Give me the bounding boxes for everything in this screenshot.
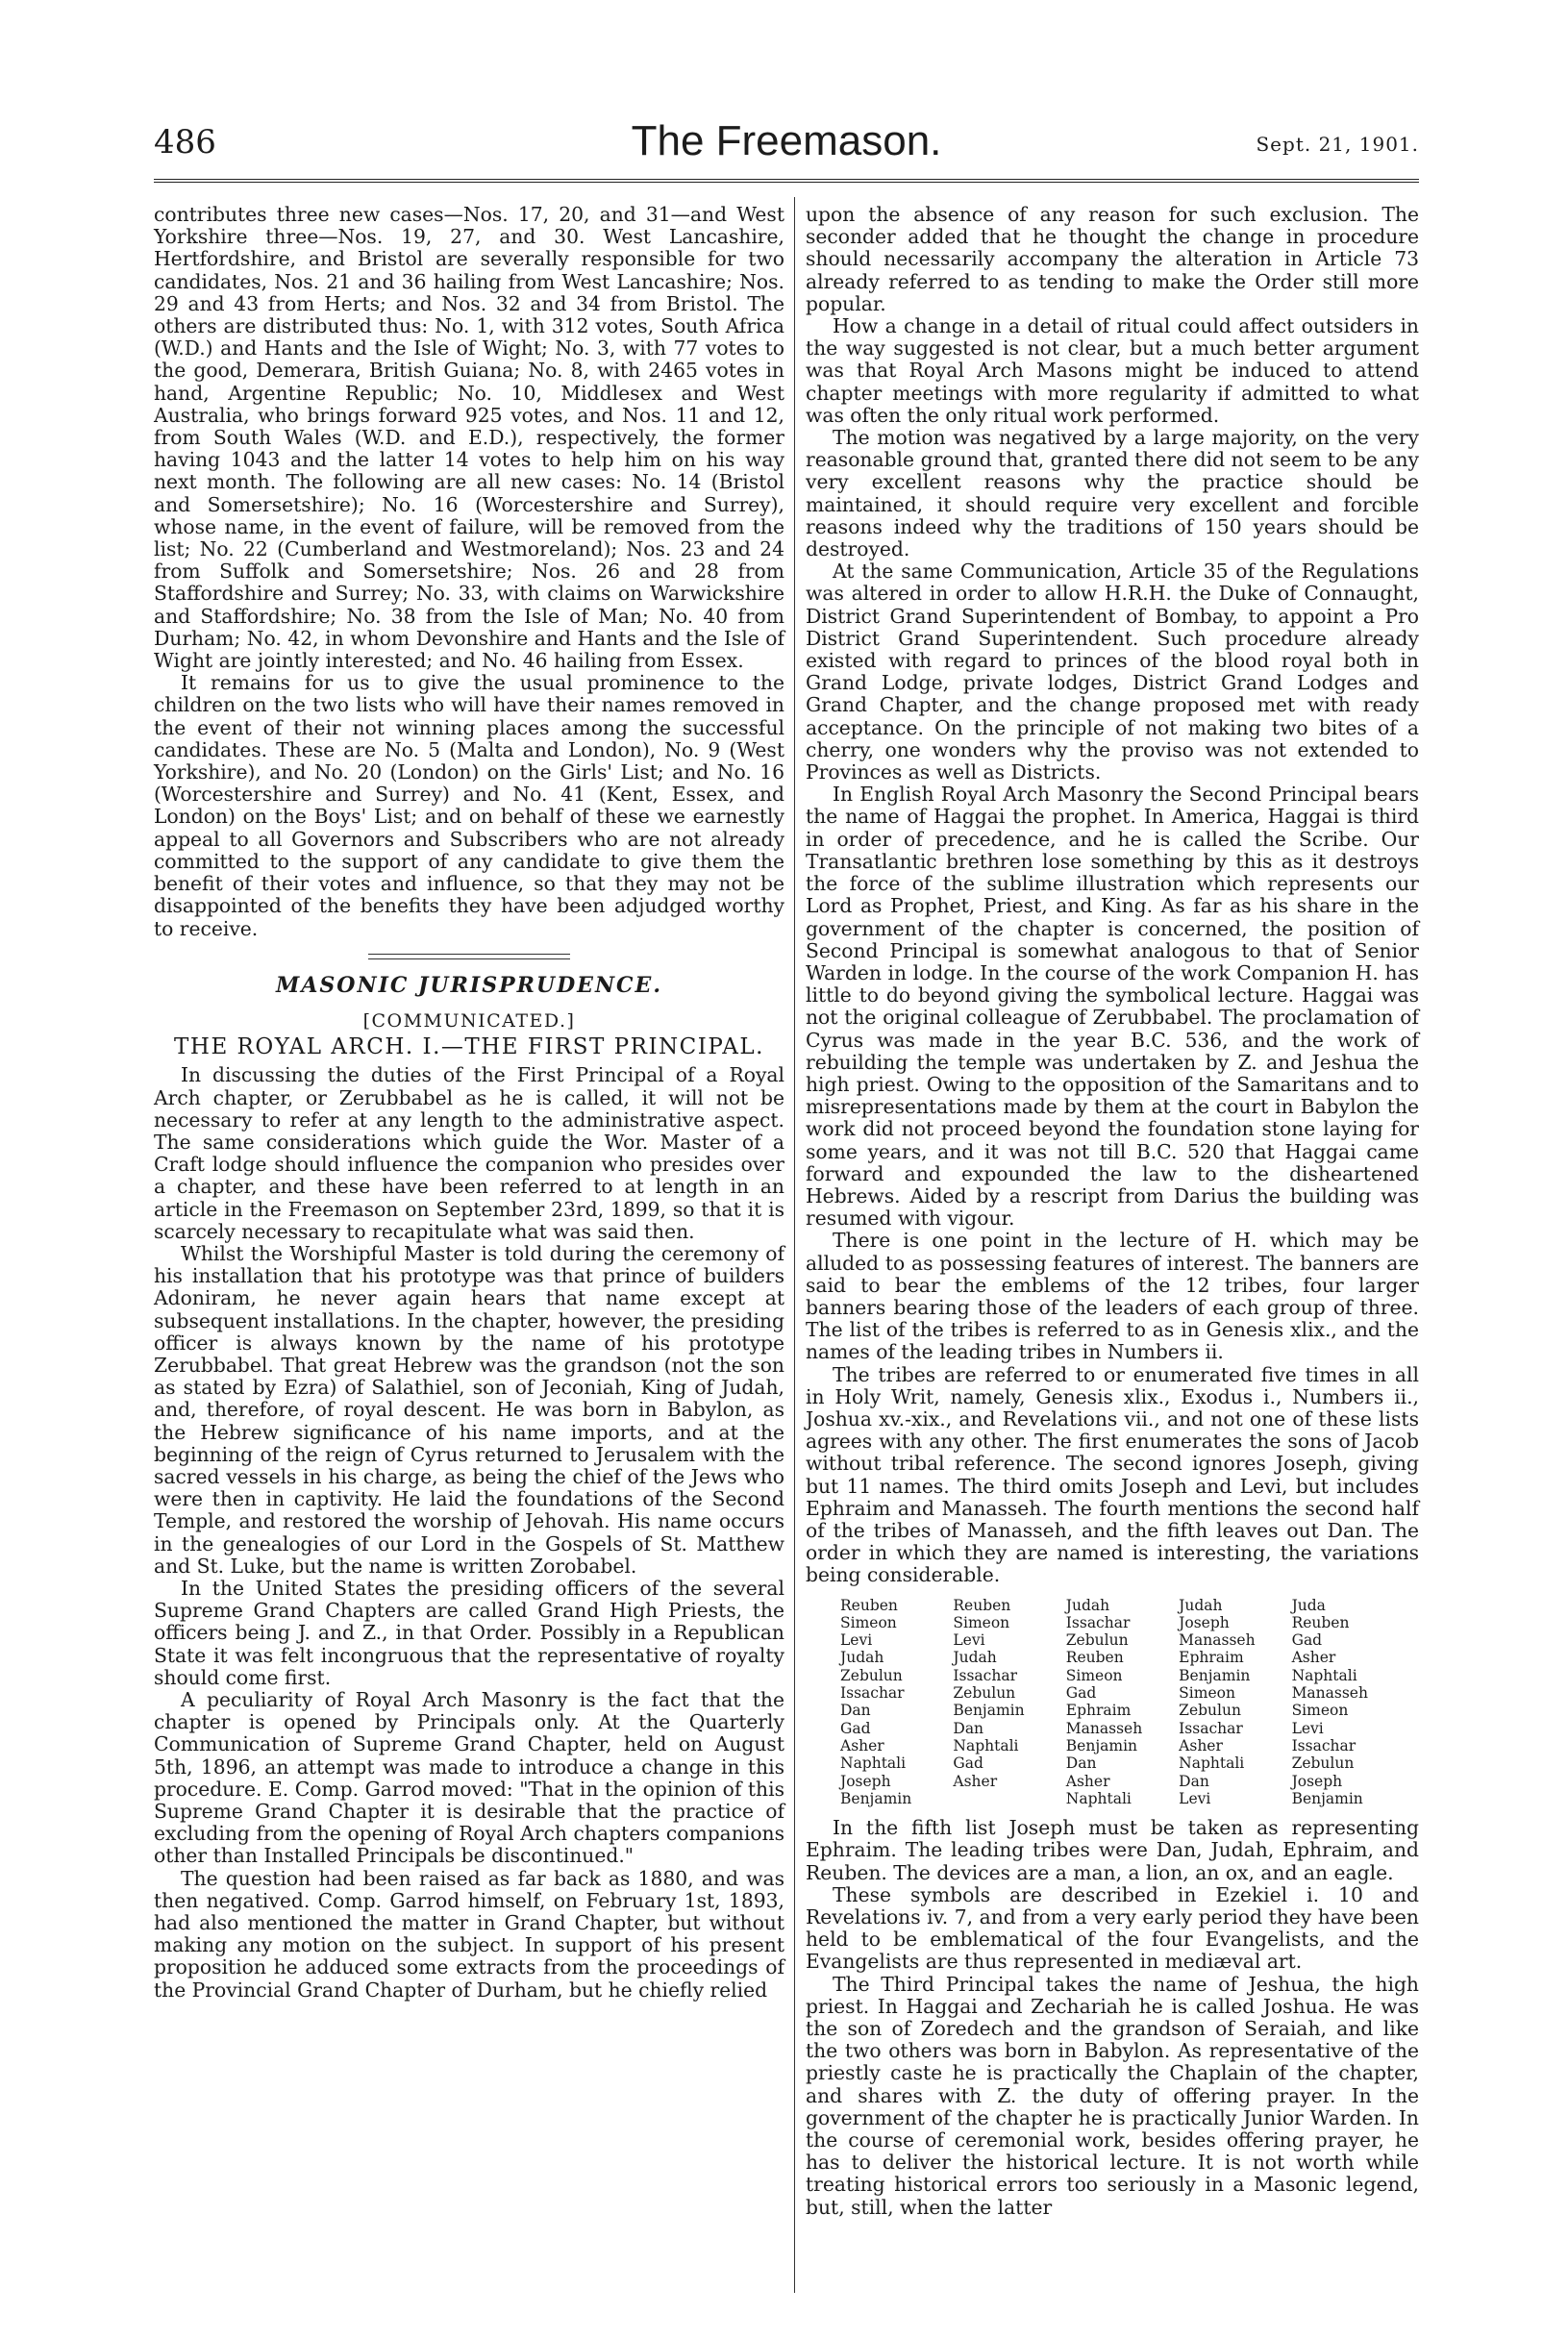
left-column [154, 204, 784, 2002]
column-divider [794, 197, 795, 2293]
table-cell [953, 1790, 1065, 1807]
table-row [840, 1667, 1405, 1684]
table-cell: Gad [1065, 1684, 1097, 1703]
table-cell: Simeon [953, 1613, 1010, 1631]
table-cell: Ephraim [1179, 1649, 1244, 1667]
table-cell: Benjamin [1065, 1736, 1138, 1754]
table-cell: Joseph [840, 1772, 891, 1790]
table-cell: Judah [840, 1649, 884, 1667]
table-cell: Levi [1291, 1719, 1324, 1737]
table-cell: Judah [1179, 1596, 1223, 1614]
table-cell: Gad [840, 1719, 871, 1737]
table-cell: Zebulun [1065, 1631, 1129, 1650]
tribes-table [840, 1597, 1405, 1808]
paragraph: The tribes are referred to or enumerated five times in all in Holy Writ, namely, Genesis xlix., Exodus i., Numbers ii., Joshua xv.-xix., and Revelations vii., and not one of these lists agrees with any other. The first enumerates the sons of Jacob without tribal reference. The second ignores Joseph, giving but 11 names. The third omits Joseph and Levi, but includes Ephraim and Manasseh. The fourth mentions the second half of the tribes of Manasseh, and the fifth leaves out Dan. The order in which they are named is interesting, the variations being considerable. [806, 1362, 1419, 1587]
table-cell: Manasseh [1179, 1631, 1256, 1650]
table-cell: Simeon [1291, 1702, 1349, 1720]
table-cell: Simeon [1179, 1684, 1235, 1703]
paragraph: At the same Communication, Article 35 of the Regulations was altered in order to allow H.R.H. the Duke of Connaught, District Grand Superintendent of Bombay, to appoint a Pro District Grand Superintendent. Such procedure already existed with regard to princes of the blood royal both in Grand Lodge, private lodges, District Grand Lodges and Grand Chapter, and the change proposed met with ready acceptance. On the principle of not making two bites of a cherry, one wonders why the proviso was not extended to Provinces as well as Districts. [806, 560, 1419, 784]
article-title: THE ROYAL ARCH. I.—THE FIRST PRINCIPAL. [174, 1034, 764, 1060]
table-row [840, 1649, 1405, 1666]
table-cell: Levi [1179, 1789, 1211, 1807]
table-cell: Dan [1179, 1772, 1209, 1790]
table-cell: Gad [1291, 1631, 1323, 1650]
table-cell: Issachar [953, 1666, 1017, 1684]
paragraph: In the fifth list Joseph must be taken as representing Ephraim. The leading tribes were Dan, Judah, Ephraim, and Reuben. The devices are a man, a lion, an ox, and an eagle. [806, 1816, 1419, 1884]
table-cell: Asher [1291, 1649, 1336, 1667]
paragraph: A peculiarity of Royal Arch Masonry is the fact that the chapter is opened by Principals only. At the Quarterly Communication of Supreme Grand Chapter, held on August 5th, 1896, an attempt was made to introduce a change in this procedure. E. Comp. Garrod moved: "That in the opinion of this Supreme Grand Chapter it is desirable that the practice of excluding from the opening of Royal Arch chapters companions other than Installed Principals be discontinued." [154, 1688, 784, 1868]
paragraph: The question had been raised as far back as 1880, and was then negatived. Comp. Garrod himself, on February 1st, 1893, had also mentioned the matter in Grand Chapter, but without making any motion on the subject. In support of his present proposition he adduced some extracts from the proceedings of the Provincial Grand Chapter of Durham, but he chiefly relied [154, 1866, 784, 2002]
table-cell: Naphtali [1291, 1666, 1357, 1684]
table-cell: Benjamin [953, 1702, 1025, 1720]
table-cell: Reuben [1065, 1649, 1124, 1667]
table-cell: Zebulun [953, 1684, 1016, 1703]
table-cell: Simeon [840, 1613, 897, 1631]
header-rule [154, 179, 1419, 183]
table-cell: Issachar [1065, 1613, 1131, 1631]
table-cell: Issachar [1291, 1736, 1356, 1754]
table-cell: Zebulun [1291, 1754, 1355, 1773]
section-rule [368, 954, 570, 955]
table-cell: Zebulun [1179, 1702, 1241, 1720]
table-cell: Joseph [1291, 1772, 1343, 1790]
page-number: 486 [154, 123, 216, 162]
table-cell: Asher [1065, 1772, 1110, 1790]
issue-date: Sept. 21, 1901. [1256, 133, 1419, 156]
table-cell: Dan [840, 1702, 871, 1720]
table-cell: Benjamin [1179, 1666, 1251, 1684]
paragraph: In discussing the duties of the First Principal of a Royal Arch chapter, or Zerubbabel as he is called, it will not be necessary to refer at any length to the administrative aspect. The same considerations which guide the Wor. Master of a Craft lodge should influence the companion who presides over a chapter, and these have been referred to at length in an article in the Freemason on September 23rd, 1899, so that it is scarcely necessary to recapitulate what was said then. [154, 1063, 784, 1243]
table-row [840, 1597, 1405, 1614]
table-cell: Juda [1291, 1596, 1326, 1614]
paragraph: The motion was negatived by a large majority, on the very reasonable ground that, granted there did not seem to be any very excellent reasons why the practice should be maintained, it should require very excellent and forcible reasons indeed why the traditions of 150 years should be destroyed. [806, 426, 1419, 561]
table-cell: Naphtali [840, 1754, 907, 1773]
section-title: MASONIC JURISPRUDENCE. [275, 972, 662, 998]
table-row [840, 1684, 1405, 1702]
table-row [840, 1790, 1405, 1807]
table-cell: Benjamin [1291, 1789, 1363, 1807]
paragraph: contributes three new cases—Nos. 17, 20, and 31—and West Yorkshire three—Nos. 19, 27, and 30. West Lancashire, Hertfordshire, and Bristol are severally responsible for two candidates, Nos. 21 and 36 hailing from West Lancashire; Nos. 29 and 43 from Herts; and Nos. 32 and 34 from Bristol. The others are distributed thus: No. 1, with 312 votes, South Africa (W.D.) and Hants and the Isle of Wight; No. 3, with 77 votes to the good, Demerara, British Guiana; No. 8, with 2465 votes in hand, Argentine Republic; No. 10, Middlesex and West Australia, who brings forward 925 votes, and Nos. 11 and 12, from South Wales (W.D. and E.D.), respectively, the former having 1043 and the latter 14 votes to help him on his way next month. The following are all new cases: No. 14 (Bristol and Somersetshire); No. 16 (Worcestershire and Surrey), whose name, in the event of failure, will be removed from the list; No. 22 (Cumberland and Westmoreland); Nos. 23 and 24 from Suffolk and Somersetshire; Nos. 26 and 28 from Staffordshire and Surrey; No. 33, with claims on Warwickshire and Staffordshire; No. 38 from the Isle of Man; No. 40 from Durham; No. 42, in whom Devonshire and Hants and the Isle of Wight are jointly interested; and No. 46 hailing from Essex. [154, 203, 784, 673]
table-cell: Asher [953, 1772, 998, 1790]
paragraph: It remains for us to give the usual prominence to the children on the two lists who will have their names removed in the event of their not winning places among the successful candidates. These are No. 5 (Malta and London), No. 9 (West Yorkshire), and No. 20 (London) on the Girls' List; and No. 16 (Worcestershire and Surrey) and No. 41 (Kent, Essex, and London) on the Boys' List; and on behalf of these we earnestly appeal to all Governors and Subscribers who are not already committed to the support of any candidate to give them the benefit of their votes and influence, so that they may not be disappointed of the benefits they have been adjudged worthy to receive. [154, 671, 784, 940]
paragraph: How a change in a detail of ritual could affect outsiders in the way suggested is not clear, but a much better argument was that Royal Arch Masons might be induced to attend chapter meetings with more regularity if admitted to what was often the only ritual work performed. [806, 314, 1419, 427]
table-cell: Issachar [1179, 1719, 1243, 1737]
paragraph: The Third Principal takes the name of Jeshua, the high priest. In Haggai and Zechariah he is called Joshua. He was the son of Zoredech and the grandson of Seraiah, and like the two others was born in Babylon. As representative of the priestly caste he is practically the Chaplain of the chapter, and shares with Z. the duty of offering prayer. In the government of the chapter he is practically Junior Warden. In the course of ceremonial work, besides offering prayer, he has to deliver the historical lecture. It is not worth while treating historical errors too seriously in a Masonic legend, but, still, when the latter [806, 1972, 1419, 2219]
table-cell: Manasseh [1065, 1719, 1143, 1737]
table-cell: Dan [1065, 1754, 1097, 1773]
table-cell: Asher [1179, 1736, 1223, 1754]
table-cell: Joseph [1179, 1613, 1230, 1631]
paragraph: Whilst the Worshipful Master is told during the ceremony of his installation that his prototype was that prince of builders Adoniram, he never again hears that name except at subsequent installations. In the chapter, however, the presiding officer is always known by the name of his prototype Zerubbabel. That great Hebrew was the grandson (not the son as stated by Ezra) of Salathiel, son of Jeconiah, King of Judah, and, therefore, of royal descent. He was born in Babylon, as the Hebrew significance of his name imports, and at the beginning of the reign of Cyrus returned to Jerusalem with the sacred vessels in his charge, as being the chief of the Jews who were then in captivity. He laid the foundations of the Second Temple, and restored the worship of Jehovah. His name occurs in the genealogies of our Lord in the Gospels of St. Matthew and St. Luke, but the name is written Zorobabel. [154, 1241, 784, 1578]
table-row [840, 1737, 1405, 1754]
table-row [840, 1631, 1405, 1649]
table-row [840, 1773, 1405, 1790]
table-cell: Judah [953, 1649, 997, 1667]
table-cell: Levi [953, 1631, 985, 1650]
paragraph: In the United States the presiding officers of the several Supreme Grand Chapters are called Grand High Priests, the officers being J. and Z., in that Order. Possibly in a Republican State it was felt incongruous that the representative of royalty should come first. [154, 1576, 784, 1689]
table-cell: Dan [953, 1719, 984, 1737]
table-cell: Ephraim [1065, 1702, 1132, 1720]
paragraph: In English Royal Arch Masonry the Second Principal bears the name of Haggai the prophet. In America, Haggai is third in order of precedence, and he is called the Scribe. Our Transatlantic brethren lose something by this as it destroys the force of the sublime illustration which represents our Lord as Prophet, Priest, and King. As far as his share in the government of the chapter is concerned, the position of Second Principal is somewhat analogous to that of Senior Warden in lodge. In the course of the work Companion H. has little to do beyond giving the symbolical lecture. Haggai was not the original colleague of Zerubbabel. The proclamation of Cyrus was made in the year B.C. 536, and the work of rebuilding the temple was undertaken by Z. and Jeshua the high priest. Owing to the opposition of the Samaritans and to misrepresentations made by them at the court in Babylon the work did not proceed beyond the foundation stone laying for some years, and it was not till B.C. 520 that Haggai came forward and expounded the law to the disheartened Hebrews. Aided by a rescript from Darius the building was resumed with vigour. [806, 783, 1419, 1231]
masthead [154, 117, 1419, 181]
table-row [840, 1614, 1405, 1631]
table-cell: Naphtali [953, 1736, 1019, 1754]
page-title: The Freemason. [631, 117, 942, 164]
table-cell: Judah [1065, 1596, 1110, 1614]
paragraph: upon the absence of any reason for such exclusion. The seconder added that he thought the change in procedure should necessarily accompany the alteration in Article 73 already referred to as tending to make the Order still more popular. [806, 203, 1419, 315]
table-cell: Simeon [1065, 1666, 1123, 1684]
table-cell: Issachar [840, 1684, 905, 1703]
table-cell: Reuben [953, 1596, 1011, 1614]
table-row [840, 1702, 1405, 1719]
table-row [840, 1754, 1405, 1772]
paragraph: There is one point in the lecture of H. which may be alluded to as possessing features of interest. The banners are said to bear the emblems of the 12 tribes, four larger banners bearing those of the leaders of each group of three. The list of the tribes is referred to as in Genesis xlix., and the names of the leading tribes in Numbers ii. [806, 1229, 1419, 1364]
table-cell: Reuben [1291, 1613, 1350, 1631]
table-cell: Asher [840, 1736, 884, 1754]
communicated-label: [COMMUNICATED.] [362, 1009, 576, 1032]
table-cell: Gad [953, 1754, 983, 1773]
table-row [840, 1720, 1405, 1737]
table-cell: Zebulun [840, 1666, 903, 1684]
table-cell: Manasseh [1291, 1684, 1368, 1703]
table-cell: Levi [840, 1631, 873, 1650]
table-cell: Reuben [840, 1596, 898, 1614]
table-cell: Naphtali [1065, 1789, 1132, 1807]
table-cell: Benjamin [840, 1789, 912, 1807]
right-column [806, 204, 1419, 2219]
paragraph: These symbols are described in Ezekiel i. 10 and Revelations iv. 7, and from a very early period they have been held to be emblematical of the four Evangelists, and the Evangelists are thus represented in mediæval art. [806, 1882, 1419, 1974]
section-rule [368, 958, 570, 959]
table-cell: Naphtali [1179, 1754, 1245, 1773]
